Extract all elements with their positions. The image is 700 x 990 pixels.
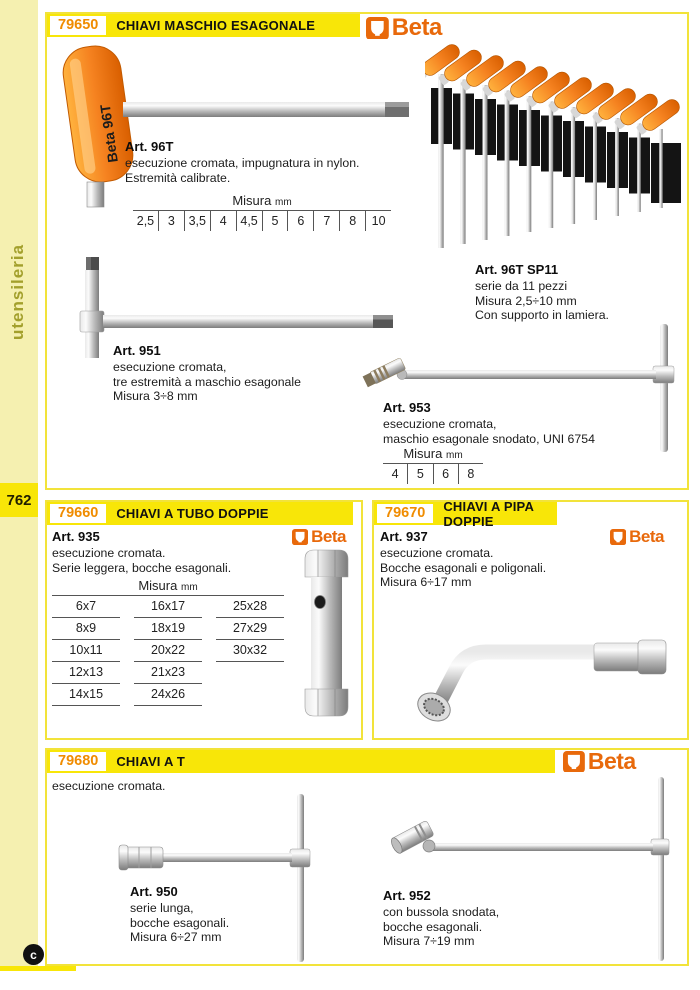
beta-icon (563, 751, 585, 773)
beta-logo (563, 748, 636, 775)
section-title: CHIAVI A TUBO DOPPIE (116, 506, 269, 521)
art-935-block (52, 529, 231, 575)
section-title: CHIAVI A T (116, 754, 186, 769)
product-desc: Misura 6÷17 mm (380, 575, 472, 589)
section-intro: esecuzione cromata. (52, 779, 166, 793)
beta-wordmark: Beta (391, 14, 442, 41)
product-desc: esecuzione cromata, impugnatura in nylon. (125, 156, 360, 170)
product-name: Art. 950 (130, 884, 178, 899)
svg-text:Beta 96T: Beta 96T (96, 103, 121, 164)
size-grid: 6x7 16x17 25x28 8x9 18x19 27x29 10x11 20x22 30x32 12x13 21x23 14x15 24x26 (52, 596, 284, 706)
product-name: Art. 951 (113, 343, 161, 358)
section-code: 79670 (377, 504, 433, 523)
size-table-header: Misura mm (133, 193, 391, 211)
art-96t-size-table (133, 193, 391, 231)
art-96t-sp11-image (425, 40, 690, 262)
beta-wordmark: Beta (629, 527, 664, 546)
product-desc: esecuzione cromata, (113, 360, 227, 374)
section-79670-header (374, 498, 557, 529)
section-code: 79680 (50, 752, 106, 771)
art-935-image (288, 547, 366, 719)
section-79650-header (47, 14, 360, 37)
product-desc: esecuzione cromata. (52, 546, 166, 560)
copyright-mark-icon: c (23, 944, 44, 965)
product-desc: serie lunga, (130, 901, 194, 915)
art-953-size-table (383, 446, 483, 484)
product-name: Art. 952 (383, 888, 431, 903)
product-desc: bocche esagonali. (130, 915, 230, 930)
beta-logo (292, 527, 346, 547)
product-desc: maschio esagonale snodato, UNI 6754 (383, 431, 595, 446)
product-desc: esecuzione cromata. (380, 546, 494, 560)
product-desc: bocche esagonali. (383, 919, 483, 934)
section-79660-header (47, 502, 353, 525)
product-desc: Con supporto in lamiera. (475, 308, 609, 322)
beta-wordmark: Beta (587, 748, 636, 774)
beta-icon (292, 529, 308, 545)
size-table-row: 2,5 3 3,5 4 4,5 5 6 7 8 10 (133, 211, 391, 231)
beta-icon (366, 17, 389, 40)
size-table-header: Misura mm (52, 578, 284, 596)
art-952-block (383, 888, 499, 949)
sidebar-category-label: utensileria (8, 243, 27, 340)
product-name: Art. 937 (380, 529, 428, 544)
beta-logo (366, 14, 442, 42)
art-935-size-table (52, 578, 284, 706)
product-desc: Misura 3÷8 mm (113, 389, 198, 403)
product-desc: Misura 2,5÷10 mm (475, 293, 577, 308)
page-number-badge: 762 (0, 483, 38, 517)
sidebar-underline (0, 966, 76, 971)
art-950-block (130, 884, 229, 945)
product-desc: tre estremità a maschio esagonale (113, 374, 301, 389)
art-951-block (113, 343, 301, 404)
beta-wordmark: Beta (311, 527, 346, 546)
section-title: CHIAVI A PIPA DOPPIE (443, 498, 534, 529)
product-name: Art. 96T (125, 139, 174, 154)
section-79680-header (47, 750, 555, 773)
product-desc: esecuzione cromata, (383, 417, 497, 431)
art-937-block (380, 529, 546, 590)
size-table-row: 4 5 6 8 (383, 464, 483, 484)
beta-logo (610, 527, 664, 547)
art-937-image (398, 607, 673, 729)
product-desc: con bussola snodata, (383, 905, 500, 919)
art-96t-sp11-block (475, 262, 609, 323)
beta-icon (610, 529, 626, 545)
size-table-header: Misura mm (383, 446, 483, 464)
product-desc: serie da 11 pezzi (475, 279, 568, 293)
section-code: 79650 (50, 16, 106, 35)
product-desc: Bocche esagonali e poligonali. (380, 560, 547, 575)
product-name: Art. 953 (383, 400, 431, 415)
product-name: Art. 96T SP11 (475, 262, 559, 277)
section-title: CHIAVI MASCHIO ESAGONALE (116, 18, 316, 33)
product-desc: Serie leggera, bocche esagonali. (52, 560, 232, 575)
art-953-block (383, 400, 595, 446)
product-desc: Misura 7÷19 mm (383, 934, 475, 948)
section-code: 79660 (50, 504, 106, 523)
product-desc: Estremità calibrate. (125, 170, 231, 185)
art-96t-block (125, 139, 359, 185)
product-desc: Misura 6÷27 mm (130, 930, 222, 944)
product-name: Art. 935 (52, 529, 100, 544)
